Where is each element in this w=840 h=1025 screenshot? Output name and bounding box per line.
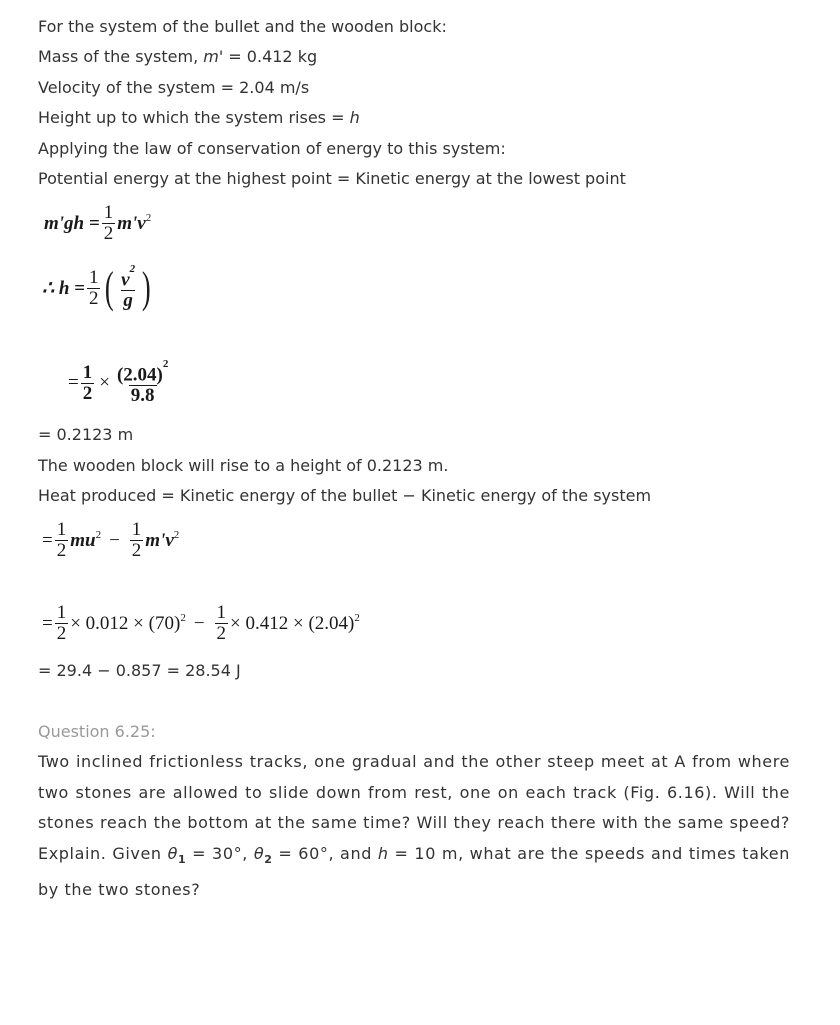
theta-1-value: = 30°, [186,843,254,863]
eq5-den2: 2 [216,623,227,644]
eq1-rhs: m'v [117,212,146,234]
question-text [38,747,790,906]
eq5-minus: − [193,612,205,634]
eq1-lhs: m'gh = [44,212,100,234]
eq2-inner-num: $v^2$ [121,263,136,291]
eq4-term2: m'v [145,529,174,551]
eq3-den: 2 [82,382,93,404]
mass-label: Mass of the system, [38,47,204,66]
conservation-line: Applying the law of conservation of energy to this system: [38,139,506,158]
eq3-value-fraction [115,360,170,406]
eq1-num: 1 [103,202,114,223]
eq2-fraction [87,268,101,309]
heat-label-line: Heat produced = Kinetic energy of the bullet − Kinetic energy of the system [38,486,652,505]
eq5-fraction-2 [215,603,229,644]
equation-energy-balance [44,203,151,244]
eq4-fraction-2 [130,520,144,561]
question-text-part2: = 10 m, what are the speeds and times taken by the two stones? [38,843,790,900]
question-title: Question 6.25: [38,722,156,741]
eq3-prefix: = [68,372,79,394]
eq4-num2: 1 [131,519,142,540]
eq1-den: 2 [103,223,114,244]
eq4-minus: − [109,529,120,551]
eq3-num: 1 [82,361,93,383]
eq4-den1: 2 [56,540,67,561]
mass-value: = 0.412 kg [223,47,318,66]
energy-equality-line: Potential energy at the highest point = Kinetic energy at the lowest point [38,169,626,188]
equation-height-values [68,360,172,406]
eq5-num2: 1 [216,602,227,623]
eq3-times: × [99,372,110,394]
eq4-num1: 1 [56,519,67,540]
conclusion-line: The wooden block will rise to a height of 0.2123 m. [38,456,449,475]
eq2-num: 1 [88,266,99,288]
eq4-term1: mu [70,529,96,551]
eq4-fraction-1 [55,520,69,561]
result-heat: = 29.4 − 0.857 = 28.54 J [38,661,241,680]
h-variable: h [377,843,389,863]
height-variable: h [349,108,360,127]
eq1-fraction [102,203,116,244]
eq4-prefix: = [42,529,53,551]
eq4-exp2: 2 [173,528,180,541]
eq2-close-paren: ) [142,263,151,313]
eq4-exp1: 2 [95,528,102,541]
eq3-frac-den: 9.8 [130,385,155,407]
question-text-part1: Two inclined frictionless tracks, one gradual and the other steep meet at A from where two stones are allowed to slide down from rest, one on each track (Fig. 6.16). Will the stones reach the bottom at the same time? Will they reach there with the same speed? Explain. Given [38,752,790,863]
height-line [38,108,360,128]
eq5-den1: 2 [56,623,67,644]
eq2-prefix: ∴ h = [42,277,85,299]
eq5-fraction-1 [55,603,69,644]
mass-line [38,47,317,67]
eq2-inner-fraction [119,265,137,311]
eq4-den2: 2 [131,540,142,561]
theta-2-symbol: θ [253,843,265,863]
eq5-prefix: = [42,612,53,634]
velocity-line: Velocity of the system = 2.04 m/s [38,78,310,97]
theta-2-value: = 60°, and [272,843,378,863]
eq5-num1: 1 [56,602,67,623]
eq2-open-paren: ( [105,263,115,313]
eq3-fraction [81,363,95,404]
result-height: = 0.2123 m [38,425,134,444]
equation-height [42,265,154,311]
eq2-inner-den: g [123,290,133,312]
eq1-exp: 2 [145,211,152,224]
theta-1-subscript: 1 [177,852,187,866]
eq5-part1: × 0.012 × (70) [70,612,181,634]
equation-heat-values [42,603,360,644]
eq5-part2: × 0.412 × (2.04) [230,612,355,634]
eq5-exp2: 2 [354,611,360,624]
eq5-exp1: 2 [180,611,186,624]
theta-2-subscript: 2 [264,852,273,866]
height-label: Height up to which the system rises = [38,108,350,127]
mass-variable: m' [203,47,224,66]
theta-1-symbol: θ [167,843,178,863]
eq3-frac-num: $(2.04)^2$ [116,358,169,386]
intro-text: For the system of the bullet and the wooden block: [38,17,447,36]
equation-heat-symbolic [42,520,179,561]
eq2-den: 2 [88,287,99,309]
